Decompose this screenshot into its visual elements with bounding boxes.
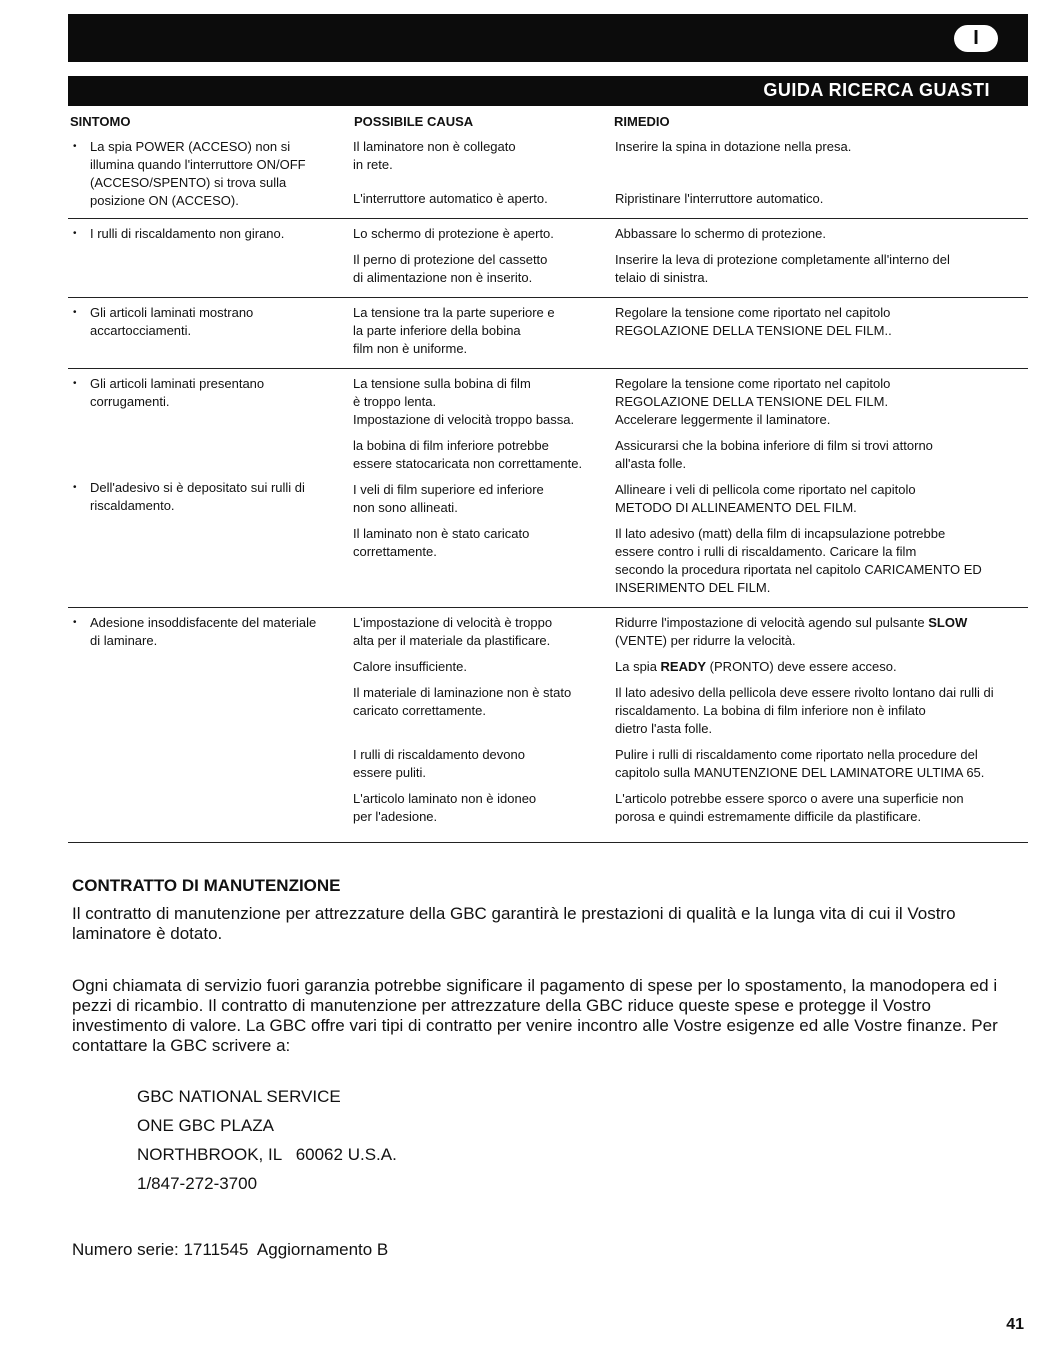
cause-text: I veli di film superiore ed inferiore non sono allineati. [353,482,544,515]
remedy-text: Inserire la spina in dotazione nella presa. [615,139,852,154]
remedy-text: Assicurarsi che la bobina inferiore di film si trovi attorno all'asta folle. [615,438,933,471]
remedy-keyword: SLOW [928,615,968,630]
cause-text: I rulli di riscaldamento devono essere puliti. [353,747,525,780]
cause-text: Il laminatore non è collegato in rete. [353,139,516,172]
cause-remedy-pair [68,684,1028,738]
symptom-text: • Gli articoli laminati presentano corrugamenti. [70,375,320,411]
serial-number: Numero serie: 1711545 Aggiornamento B [72,1240,389,1259]
cause-text: la bobina di film inferiore potrebbe essere statocaricata non correttamente. [353,438,583,471]
language-badge: I [954,25,998,52]
cause-remedy-pair [68,525,1028,597]
cause-remedy-pair [68,746,1028,782]
remedy-text-part: Ridurre l'impostazione di velocità agendo sul pulsante [615,615,929,630]
remedy-text: Allineare i veli di pellicola come riportato nel capitolo METODO DI ALLINEAMENTO DEL FILM. [615,482,916,515]
cause-text: L'interruttore automatico è aperto. [353,191,548,206]
troubleshooting-table [68,138,1028,843]
cause-text: Il laminato non è stato caricato correttamente. [353,526,530,559]
remedy-keyword: READY [660,659,707,674]
remedy-text: Ripristinare l'interruttore automatico. [615,191,824,206]
table-row-group [68,368,1028,607]
symptom-text: • Dell'adesivo si è depositato sui rulli di riscaldamento. [70,479,320,515]
column-header-symptom: SINTOMO [70,114,131,129]
address-line: ONE GBC PLAZA [137,1116,274,1135]
cause-text: Calore insufficiente. [353,659,467,674]
cause-text: La tensione tra la parte superiore e la parte inferiore della bobina film non è uniforme. [353,305,555,356]
symptom-text: • I rulli di riscaldamento non girano. [70,225,320,243]
remedy-text: Il lato adesivo (matt) della film di incapsulazione potrebbe essere contro i rulli di riscaldamento. Caricare la film secondo la procedura riportata nel capitolo CARICAMENTO ED INSERIMENTO DEL FILM. [615,526,982,595]
remedy-text: Regolare la tensione come riportato nel capitolo REGOLAZIONE DELLA TENSIONE DEL FILM. Accelerare leggermente il laminatore. [615,376,891,427]
cause-text: L'articolo laminato non è idoneo per l'adesione. [353,791,537,824]
remedy-text [615,658,1028,676]
remedy-text: Abbassare lo schermo di protezione. [615,226,827,241]
symptom-text: • La spia POWER (ACCESO) non si illumina quando l'interruttore ON/OFF (ACCESO/SPENTO) si trova sulla posizione ON (ACCESO). [70,138,320,210]
remedy-text-part: (VENTE) per ridurre la velocità. [615,633,796,648]
remedy-text-part: (PRONTO) deve essere acceso. [706,659,897,674]
page-number: 41 [1006,1316,1024,1333]
top-banner [68,14,1028,62]
table-row-group [68,297,1028,368]
maintenance-paragraph-2: Ogni chiamata di servizio fuori garanzia potrebbe significare il pagamento di spese per lo spostamento, la manodopera ed i pezzi di ricambio. Il contratto di manutenzione per attrezzature della GBC riduce queste spese e protegge il Vostro investimento di valore. La GBC offre vari tipi di contratto per venire incontro alle Vostre esigenze ed alle Vostre finanze. Per contattare la GBC scrivere a: [72,976,998,1055]
maintenance-title: CONTRATTO DI MANUTENZIONE [72,876,341,895]
remedy-text-part: La spia [615,659,661,674]
remedy-text: L'articolo potrebbe essere sporco o avere una superficie non porosa e quindi estremamente difficile da plastificare. [615,791,964,824]
remedy-text: Il lato adesivo della pellicola deve essere rivolto lontano dai rulli di riscaldamento. La bobina di film inferiore non è infilato dietro l'asta folle. [615,685,994,736]
section-title-bar [68,76,1028,106]
address-line: NORTHBROOK, IL 60062 U.S.A. [137,1145,397,1164]
column-header-cause: POSSIBILE CAUSA [354,114,474,129]
cause-remedy-pair [68,790,1028,826]
column-header-remedy: RIMEDIO [614,114,670,129]
table-row-group [68,138,1028,218]
cause-remedy-pair [68,437,1028,473]
cause-text: Il perno di protezione del cassetto di alimentazione non è inserito. [353,252,548,285]
maintenance-paragraph-1: Il contratto di manutenzione per attrezzature della GBC garantirà le prestazioni di qualità e la lunga vita di cui il Vostro laminatore è dotato. [72,904,956,943]
table-row-group [68,607,1028,843]
address-line: 1/847-272-3700 [137,1174,258,1193]
cause-text: L'impostazione di velocità è troppo alta per il materiale da plastificare. [353,615,553,648]
cause-remedy-pair [68,658,1028,676]
cause-text: Il materiale di laminazione non è stato caricato correttamente. [353,685,572,718]
cause-text: La tensione sulla bobina di film è troppo lenta. Impostazione di velocità troppo bassa. [353,376,575,427]
remedy-text: Regolare la tensione come riportato nel capitolo REGOLAZIONE DELLA TENSIONE DEL FILM.. [615,305,892,338]
remedy-text: Inserire la leva di protezione completamente all'interno del telaio di sinistra. [615,252,950,285]
table-row-group [68,218,1028,297]
address-block [137,1082,397,1198]
remedy-text [615,614,1028,650]
section-title: GUIDA RICERCA GUASTI [763,80,990,100]
address-line: GBC NATIONAL SERVICE [137,1087,341,1106]
symptom-text: • Adesione insoddisfacente del materiale di laminare. [70,614,320,650]
symptom-text: • Gli articoli laminati mostrano accartocciamenti. [70,304,320,340]
cause-remedy-pair [68,251,1028,287]
remedy-text: Pulire i rulli di riscaldamento come riportato nella procedure del capitolo sulla MANUTENZIONE DEL LAMINATORE ULTIMA 65. [615,747,985,780]
cause-text: Lo schermo di protezione è aperto. [353,226,554,241]
